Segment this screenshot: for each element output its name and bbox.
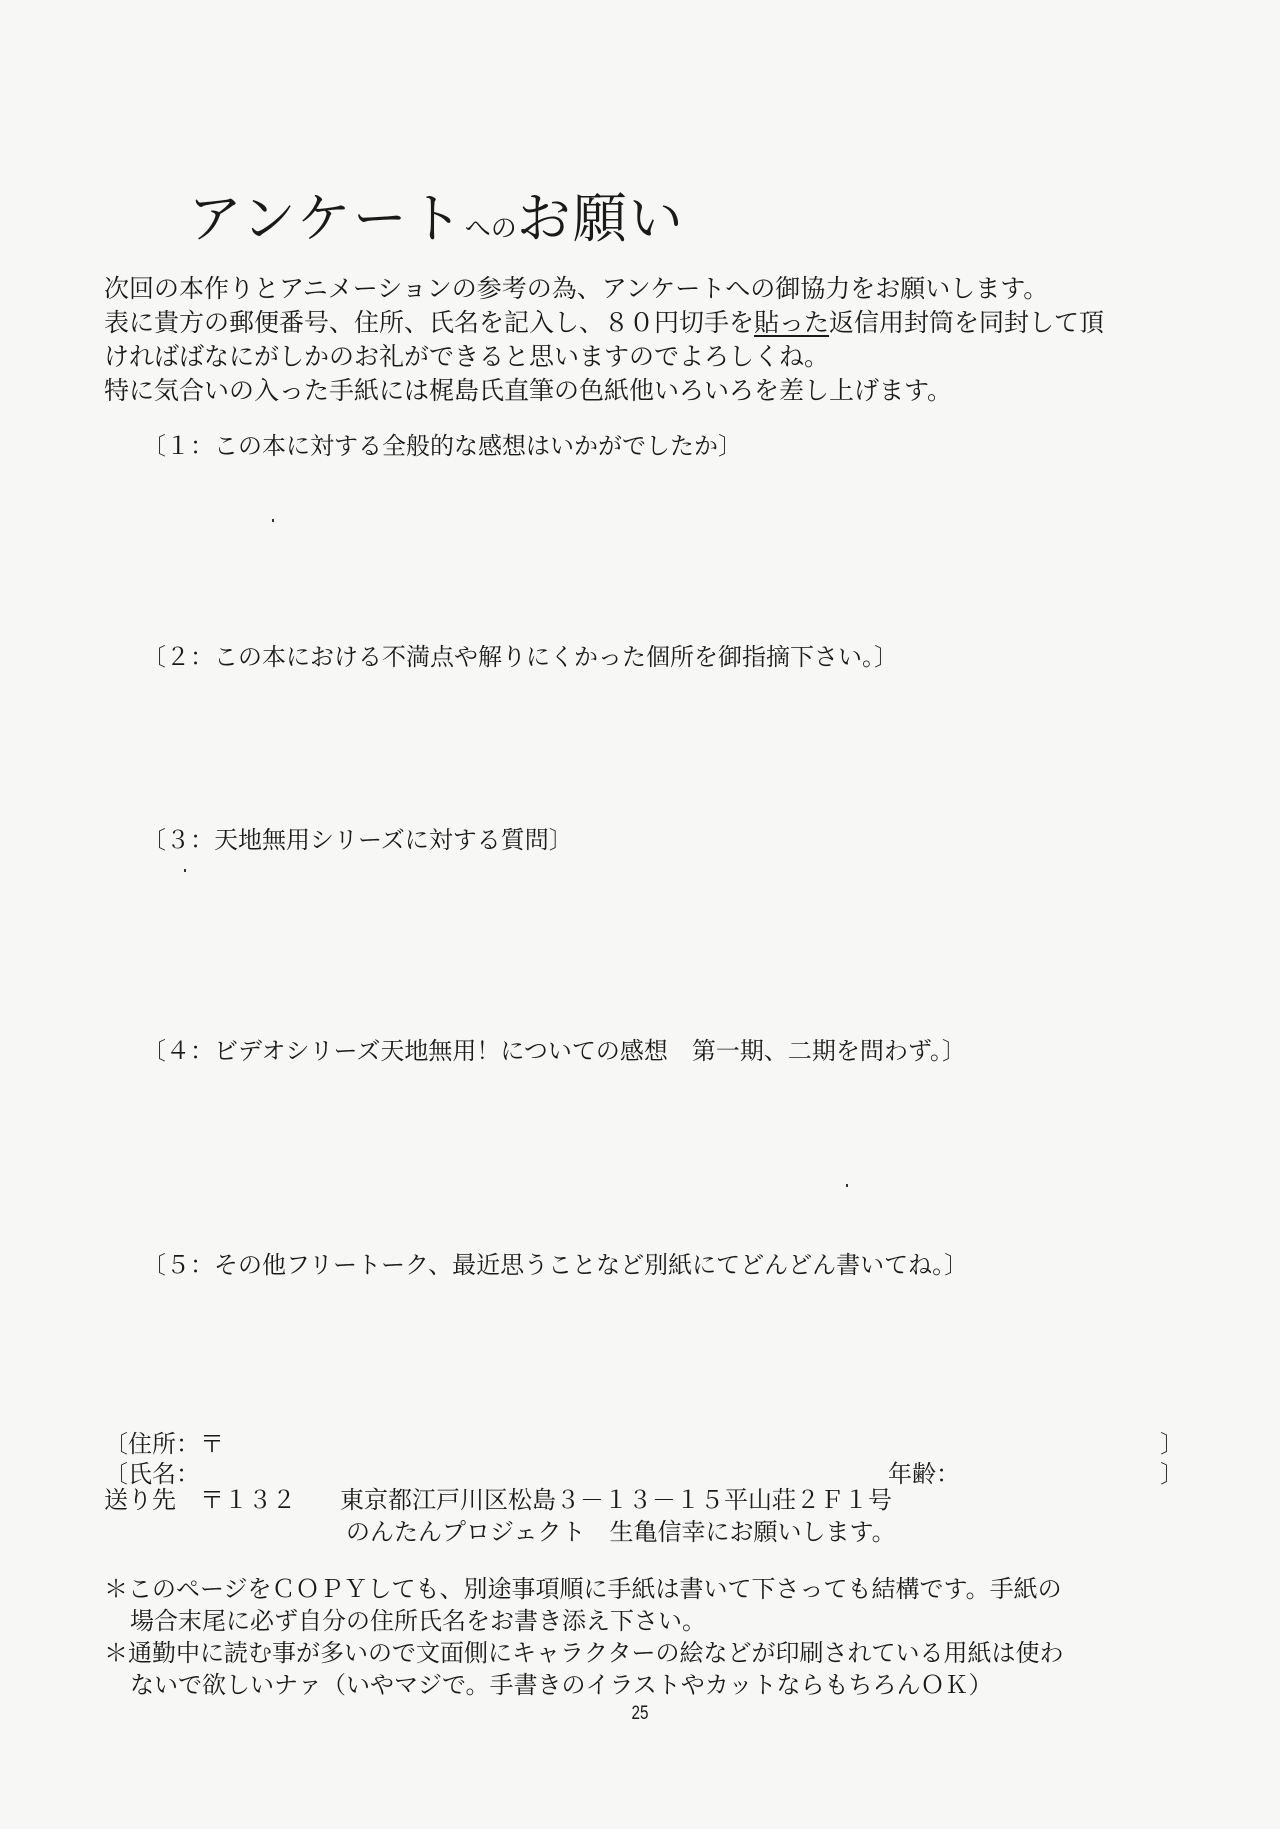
send-to-zip: 〒１３２: [200, 1486, 296, 1514]
note-1-line-2: 場合末尾に必ず自分の住所氏名をお書き添え下さい。: [130, 1607, 706, 1635]
intro-line-3: ければばなにがしかのお礼ができると思いますのでよろしくね。: [104, 342, 830, 371]
send-to-recipient: のんたんプロジェクト 生亀信幸にお願いします。: [346, 1518, 896, 1546]
note-2-line-2: ないで欲しいナァ（いやマジで。手書きのイラストやカットならもちろんＯＫ）: [130, 1671, 993, 1699]
page-title: [188, 176, 685, 253]
scan-speck: [272, 519, 274, 522]
underlined-text: 貼った: [754, 308, 830, 337]
name-close: 〕: [1160, 1460, 1184, 1488]
send-to-label: 送り先: [104, 1486, 176, 1514]
notes-block: [104, 1573, 1064, 1701]
intro-line-2: 表に貴方の郵便番号、住所、氏名を記入し、８０円切手を貼った返信用封筒を同封して頂: [104, 308, 1105, 337]
scan-speck: [184, 869, 186, 872]
title-connector: への: [464, 214, 517, 244]
name-label: 〔氏名：: [104, 1460, 200, 1488]
address-label: 〔住所：〒: [104, 1430, 224, 1458]
send-to-address: 東京都江戸川区松島３－１３－１５平山荘２Ｆ１号: [340, 1486, 892, 1514]
question-4: 〔４：ビデオシリーズ天地無用！についての感想 第一期、二期を問わず。〕: [142, 1037, 966, 1065]
intro-line-4: 特に気合いの入った手紙には梶島氏直筆の色紙他いろいろを差し上げます。: [104, 376, 953, 405]
question-5: 〔５：その他フリートーク、最近思うことなど別紙にてどんどん書いてね。〕: [142, 1251, 969, 1279]
scan-speck: [846, 1184, 848, 1187]
address-close: 〕: [1160, 1430, 1184, 1458]
page-number: 25: [631, 1703, 649, 1724]
title-end: お願い: [516, 187, 685, 250]
intro-paragraph: [104, 272, 1104, 408]
note-1-line-1: ＊このページをＣＯＰＹしても、別途事項順に手紙は書いて下さっても結構です。手紙の: [104, 1575, 1062, 1603]
note-2-line-1: ＊通勤中に読む事が多いので文面側にキャラクターの絵などが印刷されている用紙は使わ: [104, 1639, 1064, 1667]
title-main: アンケート: [188, 187, 465, 250]
address-row[interactable]: [104, 1424, 1184, 1458]
question-3: 〔３：天地無用シリーズに対する質問〕: [142, 826, 573, 854]
age-label: 年齢：: [888, 1460, 960, 1488]
question-1: 〔１：この本に対する全般的な感想はいかがでしたか〕: [142, 432, 742, 460]
intro-line-1: 次回の本作りとアニメーションの参考の為、アンケートへの御協力をお願いします。: [104, 274, 1049, 303]
send-to-line-1: [104, 1484, 896, 1516]
question-2: 〔２：この本における不満点や解りにくかった個所を御指摘下さい。〕: [142, 643, 898, 671]
send-to-block: [104, 1484, 896, 1548]
name-row[interactable]: [104, 1454, 1184, 1488]
